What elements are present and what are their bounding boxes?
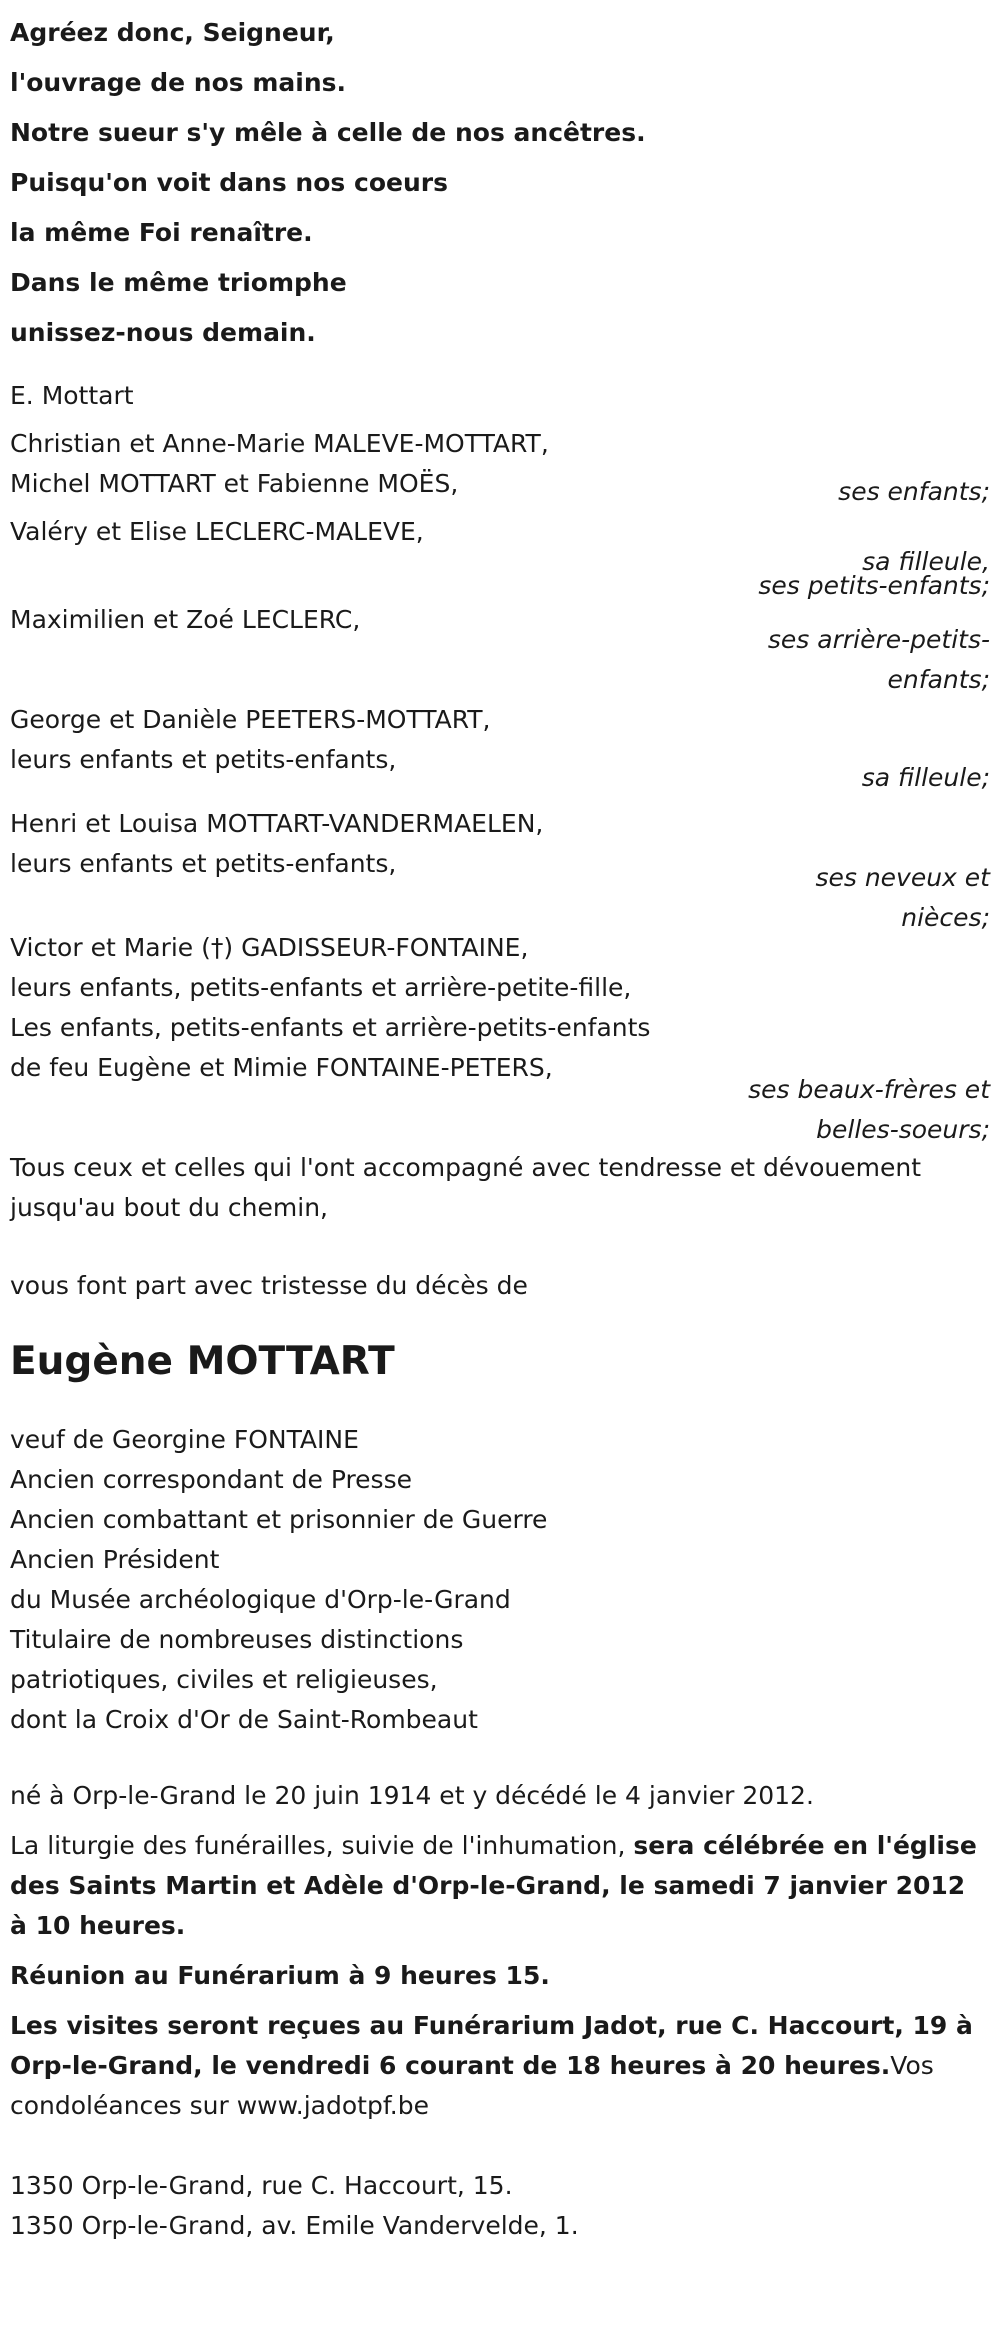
poem xyxy=(10,8,990,358)
vandermaelen-block xyxy=(10,804,990,932)
announcement: vous font part avec tristesse du décès de xyxy=(10,1271,528,1300)
title-line: veuf de Georgine FONTAINE xyxy=(10,1425,359,1454)
grandchildren-role-a: sa filleule, xyxy=(862,547,990,576)
title-line: Ancien Président xyxy=(10,1545,220,1574)
children-role: ses enfants; xyxy=(838,477,990,506)
peeters-line: George et Danièle PEETERS-MOTTART, xyxy=(10,705,491,734)
gadisseur-block xyxy=(10,928,990,1148)
gadisseur-line: leurs enfants, petits-enfants et arrière-petite-fille, xyxy=(10,973,632,1002)
obituary-page xyxy=(10,8,990,2246)
address-line: 1350 Orp-le-Grand, rue C. Haccourt, 15. xyxy=(10,2171,513,2200)
grandchildren-role-b: ses petits-enfants; xyxy=(758,571,990,600)
title-line: du Musée archéologique d'Orp-le-Grand xyxy=(10,1585,511,1614)
peeters-block xyxy=(10,700,990,804)
poem-line: Dans le même triomphe xyxy=(10,268,347,297)
poem-line: Puisqu'on voit dans nos coeurs xyxy=(10,168,448,197)
poem-line: Agréez donc, Seigneur, xyxy=(10,18,335,47)
meeting-text: Réunion au Funérarium à 9 heures 15. xyxy=(10,1961,550,1990)
companions-line: jusqu'au bout du chemin, xyxy=(10,1193,328,1222)
birth-death: né à Orp-le-Grand le 20 juin 1914 et y décédé le 4 janvier 2012. xyxy=(10,1781,814,1810)
poem-line: l'ouvrage de nos mains. xyxy=(10,68,347,97)
gadisseur-role-b: belles-soeurs; xyxy=(816,1115,990,1144)
title-line: dont la Croix d'Or de Saint-Rombeaut xyxy=(10,1705,478,1734)
address-line: 1350 Orp-le-Grand, av. Emile Vandervelde, 1. xyxy=(10,2211,579,2240)
title-line: Titulaire de nombreuses distinctions xyxy=(10,1625,464,1654)
great-grandchildren-line: Maximilien et Zoé LECLERC, xyxy=(10,605,361,634)
vandermaelen-line: Henri et Louisa MOTTART-VANDERMAELEN, xyxy=(10,809,544,838)
children-line: Christian et Anne-Marie MALEVE-MOTTART, xyxy=(10,429,549,458)
title-line: Ancien correspondant de Presse xyxy=(10,1465,412,1494)
deceased-name: Eugène MOTTART xyxy=(10,1339,395,1384)
title-line: patriotiques, civiles et religieuses, xyxy=(10,1665,438,1694)
peeters-line: leurs enfants et petits-enfants, xyxy=(10,745,397,774)
deceased-titles xyxy=(10,1420,990,1740)
children-line: Michel MOTTART et Fabienne MOËS, xyxy=(10,469,459,498)
poem-line: Notre sueur s'y mêle à celle de nos ancêtres. xyxy=(10,118,646,147)
ceremony-intro: La liturgie des funérailles, suivie de l'inhumation, xyxy=(10,1831,634,1860)
children-block xyxy=(10,424,990,512)
great-grandchildren-role-b: enfants; xyxy=(887,665,990,694)
great-grandchildren-block xyxy=(10,600,990,700)
gadisseur-line: Les enfants, petits-enfants et arrière-petits-enfants xyxy=(10,1013,651,1042)
ceremony-paragraph xyxy=(10,1826,990,1946)
poem-line: la même Foi renaître. xyxy=(10,218,313,247)
vandermaelen-line: leurs enfants et petits-enfants, xyxy=(10,849,397,878)
gadisseur-role-a: ses beaux-frères et xyxy=(748,1075,990,1104)
great-grandchildren-role-a: ses arrière-petits- xyxy=(767,625,990,654)
spouse-name: E. Mottart xyxy=(10,381,134,410)
gadisseur-line: de feu Eugène et Mimie FONTAINE-PETERS, xyxy=(10,1053,553,1082)
grandchildren-line: Valéry et Elise LECLERC-MALEVE, xyxy=(10,517,424,546)
grandchildren-block xyxy=(10,512,990,600)
companions-line: Tous ceux et celles qui l'ont accompagné avec tendresse et dévouement xyxy=(10,1153,921,1182)
vandermaelen-role-a: ses neveux et xyxy=(815,863,990,892)
vandermaelen-role-b: nièces; xyxy=(901,903,990,932)
condolences-text: Vos condoléances sur www.jadotpf.be xyxy=(10,2051,934,2120)
poem-line: unissez-nous demain. xyxy=(10,318,316,347)
ceremony-details: sera célébrée en l'église des Saints Martin et Adèle d'Orp-le-Grand, le samedi 7 janvier 2012 à 10 heures. xyxy=(10,1831,977,1940)
visits-paragraph xyxy=(10,2006,990,2126)
gadisseur-line: Victor et Marie (†) GADISSEUR-FONTAINE, xyxy=(10,933,529,962)
visits-text: Les visites seront reçues au Funérarium Jadot, rue C. Haccourt, 19 à Orp-le-Grand, le vendredi 6 courant de 18 heures à 20 heures. xyxy=(10,2011,973,2080)
peeters-role: sa filleule; xyxy=(861,763,990,792)
title-line: Ancien combattant et prisonnier de Guerre xyxy=(10,1505,548,1534)
